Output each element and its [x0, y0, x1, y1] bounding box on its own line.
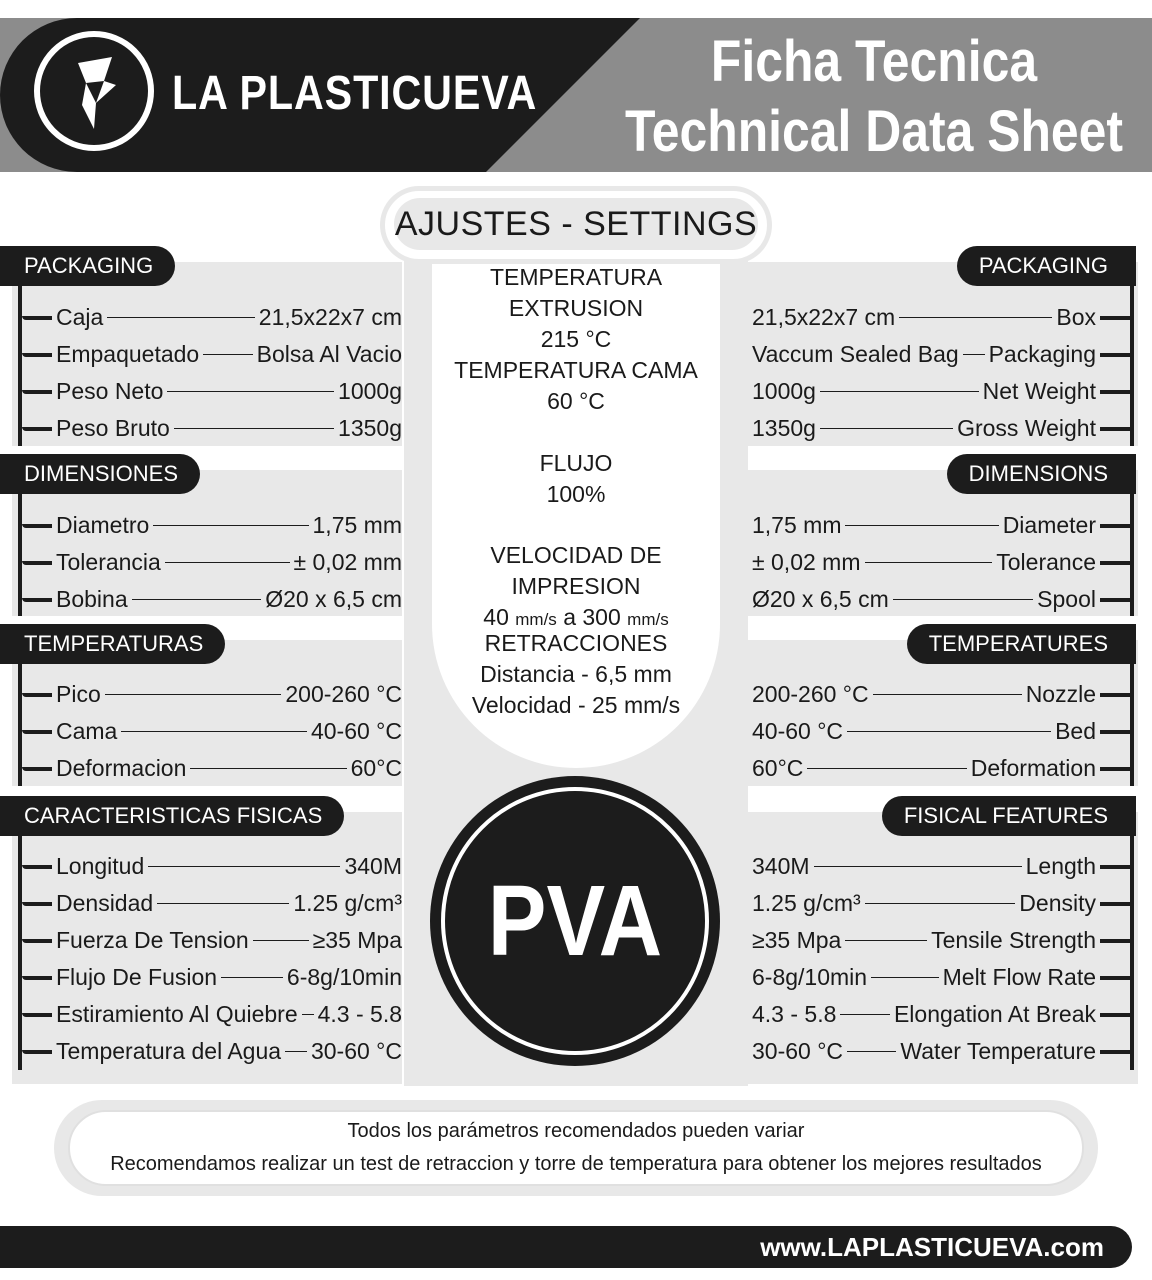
retraction-distance: Distancia - 6,5 mm [480, 661, 672, 687]
speed-label: VELOCIDAD DE IMPRESION [490, 542, 662, 599]
speed-min: 40 [483, 604, 509, 630]
list-item: 1350g Gross Weight [752, 410, 1130, 447]
brand-name: LA PLASTICUEVA [172, 67, 538, 120]
speed-max: 300 [582, 604, 621, 630]
list-item: 1,75 mm Diameter [752, 507, 1130, 544]
list-item: Bobina Ø20 x 6,5 cm [22, 581, 402, 618]
list-item: 21,5x22x7 cm Box [752, 299, 1130, 336]
list-item: 200-260 °C Nozzle [752, 676, 1130, 713]
list-item: 1.25 g/cm³ Density [752, 885, 1130, 922]
list-item: ≥35 Mpa Tensile Strength [752, 922, 1130, 959]
print-speed [432, 540, 720, 635]
list-item: ± 0,02 mm Tolerance [752, 544, 1130, 581]
left-features-title: CARACTERISTICAS FISICAS [0, 796, 344, 836]
list-item: 1000g Net Weight [752, 373, 1130, 410]
retractions [432, 628, 720, 721]
list-item: 60°C Deformation [752, 750, 1130, 787]
list-item: 40-60 °C Bed [752, 713, 1130, 750]
list-item: Temperatura del Agua 30-60 °C [22, 1033, 402, 1070]
left-packaging-list [18, 286, 402, 446]
flow [432, 448, 720, 510]
settings-title: AJUSTES - SETTINGS [394, 205, 758, 243]
list-item: Vaccum Sealed Bag Packaging [752, 336, 1130, 373]
list-item: Flujo De Fusion 6-8g/10min [22, 959, 402, 996]
note-line-2: Recomendamos realizar un test de retraccion y torre de temperatura para obtener los mejores resultados [110, 1153, 1042, 1175]
right-features-list [752, 836, 1134, 1070]
page-title-es: Ficha Tecnica [710, 29, 1038, 94]
left-temperatures-title: TEMPERATURAS [0, 624, 225, 664]
extrusion-value: 215 °C [540, 326, 612, 352]
right-packaging-list [752, 286, 1134, 446]
left-features-list [18, 836, 402, 1070]
right-packaging-title: PACKAGING [957, 246, 1136, 286]
flow-label: FLUJO [539, 450, 613, 476]
left-dimensions-title: DIMENSIONES [0, 454, 200, 494]
note-line-1: Todos los parámetros recomendados pueden variar [347, 1120, 805, 1142]
list-item: Peso Neto 1000g [22, 373, 402, 410]
right-temperatures-list [752, 664, 1134, 786]
list-item: Peso Bruto 1350g [22, 410, 402, 447]
list-item: 4.3 - 5.8 Elongation At Break [752, 996, 1130, 1033]
list-item: Densidad 1.25 g/cm³ [22, 885, 402, 922]
extrusion-label: TEMPERATURA EXTRUSION [489, 264, 663, 321]
website-link[interactable]: www.LAPLASTICUEVA.com [760, 1232, 1104, 1262]
flow-value: 100% [546, 481, 606, 507]
right-dimensions-title: DIMENSIONS [947, 454, 1136, 494]
list-item: Longitud 340M [22, 848, 402, 885]
right-temperatures-title: TEMPERATURES [907, 624, 1136, 664]
retraction-label: RETRACCIONES [484, 630, 668, 656]
list-item: Estiramiento Al Quiebre 4.3 - 5.8 [22, 996, 402, 1033]
list-item: Ø20 x 6,5 cm Spool [752, 581, 1130, 618]
list-item: Caja 21,5x22x7 cm [22, 299, 402, 336]
left-dimensions-list [18, 494, 402, 616]
material-name: PVA [487, 865, 663, 977]
logo-icon [34, 31, 154, 151]
extrusion-temp [432, 262, 720, 355]
speed-unit-max: mm/s [627, 610, 669, 629]
list-item: Cama 40-60 °C [22, 713, 402, 750]
list-item: Fuerza De Tension ≥35 Mpa [22, 922, 402, 959]
page-title-en: Technical Data Sheet [624, 99, 1124, 164]
speed-sep: a [563, 604, 576, 630]
list-item: Deformacion 60°C [22, 750, 402, 787]
list-item: 6-8g/10min Melt Flow Rate [752, 959, 1130, 996]
left-packaging-title: PACKAGING [0, 246, 175, 286]
speed-unit-min: mm/s [515, 610, 557, 629]
list-item: Empaquetado Bolsa Al Vacio [22, 336, 402, 373]
retraction-speed: Velocidad - 25 mm/s [471, 692, 681, 718]
bed-temp [432, 355, 720, 417]
bed-label: TEMPERATURA CAMA [454, 357, 698, 383]
list-item: Tolerancia ± 0,02 mm [22, 544, 402, 581]
list-item: Diametro 1,75 mm [22, 507, 402, 544]
left-temperatures-list [18, 664, 402, 786]
right-dimensions-list [752, 494, 1134, 616]
bed-value: 60 °C [547, 388, 605, 414]
right-features-title: FISICAL FEATURES [882, 796, 1136, 836]
list-item: 340M Length [752, 848, 1130, 885]
list-item: Pico 200-260 °C [22, 676, 402, 713]
list-item: 30-60 °C Water Temperature [752, 1033, 1130, 1070]
